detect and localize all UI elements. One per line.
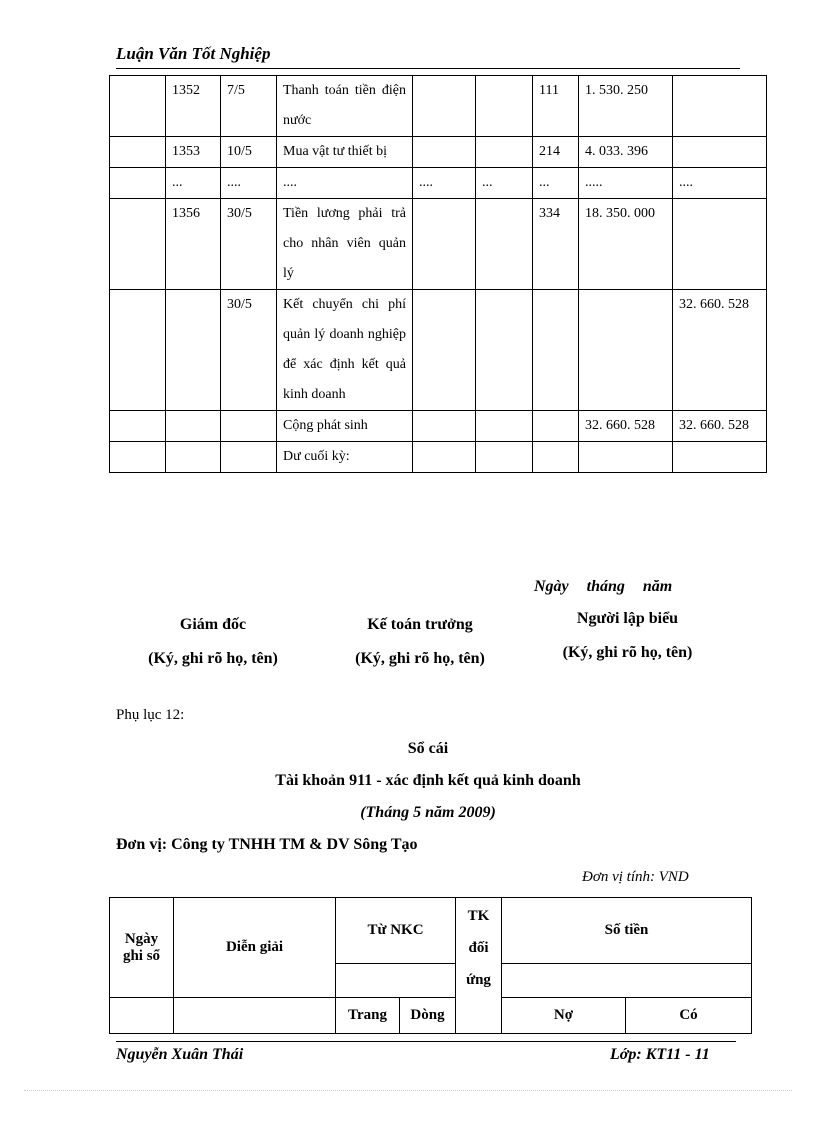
ledger-cell-c3: 30/5 (221, 290, 277, 411)
ledger-cell-c9 (673, 199, 767, 290)
page-bottom-divider (24, 1090, 792, 1091)
appendix-label: Phụ lục 12: (116, 707, 185, 723)
ledger-cell-c4: Kết chuyển chi phí quản lý doanh nghiệp để xác định kết quả kinh doanh (277, 290, 413, 411)
director-title: Giám đốc (179, 616, 247, 633)
ledger-row (110, 411, 767, 442)
ledger-cell-c4: Tiền lương phải trả cho nhân viên quản lý (277, 199, 413, 290)
ledger-cell-c7 (533, 442, 579, 473)
footer-author: Nguyễn Xuân Thái (116, 1046, 244, 1063)
footer-class: Lớp: KT11 - 11 (610, 1046, 710, 1063)
ledger-cell-c5: .... (413, 168, 476, 199)
ledger-cell-c2 (166, 411, 221, 442)
ledger-cell-c3: 10/5 (221, 137, 277, 168)
ledger-cell-c9 (673, 137, 767, 168)
signature-date-line: Ngày tháng năm (534, 578, 673, 595)
ledger-cell-c7: 111 (533, 76, 579, 137)
ledger-cell-c7: ... (533, 168, 579, 199)
director-note: (Ký, ghi rõ họ, tên) (148, 650, 278, 667)
ledger-table (109, 75, 767, 473)
header-nkc: Từ NKC (336, 898, 456, 964)
ledger-cell-c2: ... (166, 168, 221, 199)
header-debit: Nợ (502, 998, 626, 1034)
ledger-cell-c6: ... (476, 168, 533, 199)
ledger-cell-c1 (110, 76, 166, 137)
ledger-title: Sổ cái (407, 740, 449, 757)
ledger-cell-c5 (413, 411, 476, 442)
ledger-cell-c2 (166, 442, 221, 473)
ledger-cell-c2 (166, 290, 221, 411)
ledger-cell-c9: 32. 660. 528 (673, 411, 767, 442)
ledger-cell-c8 (579, 290, 673, 411)
ledger-cell-c4: Dư cuối kỳ: (277, 442, 413, 473)
desc-blank (174, 998, 336, 1034)
ledger-cell-c4: Thanh toán tiền điện nước (277, 76, 413, 137)
ledger-cell-c6 (476, 199, 533, 290)
ledger-cell-c3: 7/5 (221, 76, 277, 137)
ledger-cell-c9: 32. 660. 528 (673, 290, 767, 411)
ledger-cell-c5 (413, 199, 476, 290)
header-date: Ngày ghi sổ (110, 898, 174, 998)
ledger-row (110, 137, 767, 168)
ledger-cell-c2: 1353 (166, 137, 221, 168)
ledger-cell-c6 (476, 137, 533, 168)
ledger-cell-c8: 32. 660. 528 (579, 411, 673, 442)
ledger-cell-c8 (579, 442, 673, 473)
ledger-row (110, 290, 767, 411)
ledger-cell-c8: 4. 033. 396 (579, 137, 673, 168)
ledger-cell-c7: 214 (533, 137, 579, 168)
ledger-cell-c1 (110, 442, 166, 473)
ledger-period: (Tháng 5 năm 2009) (360, 804, 496, 821)
ledger-cell-c8: ..... (579, 168, 673, 199)
footer-rule (116, 1041, 736, 1042)
header-line: Dòng (400, 998, 456, 1034)
ledger-cell-c7 (533, 290, 579, 411)
header-rule (116, 68, 740, 69)
header-description: Diễn giải (174, 898, 336, 998)
ledger-cell-c4: Mua vật tư thiết bị (277, 137, 413, 168)
ledger-cell-c1 (110, 168, 166, 199)
header-page: Trang (336, 998, 400, 1034)
ledger-row (110, 442, 767, 473)
ledger-cell-c9: .... (673, 168, 767, 199)
ledger-subtitle: Tài khoản 911 - xác định kết quả kinh doanh (275, 772, 581, 789)
preparer-title: Người lập biểu (576, 610, 679, 627)
nkc-blank (336, 964, 456, 998)
ledger-cell-c5 (413, 76, 476, 137)
ledger-cell-c3 (221, 442, 277, 473)
ledger-cell-c4: .... (277, 168, 413, 199)
ledger-cell-c5 (413, 290, 476, 411)
general-ledger-header-table (109, 897, 752, 1034)
ledger-cell-c1 (110, 199, 166, 290)
unit-organization: Đơn vị: Công ty TNHH TM & DV Sông Tạo (116, 836, 418, 853)
ledger-cell-c7: 334 (533, 199, 579, 290)
page-header-title: Luận Văn Tốt Nghiệp (116, 44, 271, 63)
ledger-cell-c3 (221, 411, 277, 442)
header-tk: TK đối ứng (456, 898, 502, 1034)
ledger-cell-c6 (476, 442, 533, 473)
chief-accountant-note: (Ký, ghi rõ họ, tên) (355, 650, 485, 667)
ledger-cell-c3: .... (221, 168, 277, 199)
ledger-cell-c3: 30/5 (221, 199, 277, 290)
preparer-note: (Ký, ghi rõ họ, tên) (562, 644, 693, 661)
ledger-cell-c6 (476, 76, 533, 137)
currency-unit: Đơn vị tính: VND (582, 869, 689, 885)
ledger-cell-c5 (413, 137, 476, 168)
ledger-cell-c6 (476, 290, 533, 411)
ledger-cell-c8: 1. 530. 250 (579, 76, 673, 137)
ledger-cell-c1 (110, 137, 166, 168)
ledger-cell-c1 (110, 411, 166, 442)
ledger-row (110, 76, 767, 137)
ledger-cell-c7 (533, 411, 579, 442)
header-credit: Có (626, 998, 752, 1034)
amount-blank (502, 964, 752, 998)
ledger-cell-c2: 1356 (166, 199, 221, 290)
ledger-cell-c1 (110, 290, 166, 411)
ledger-row (110, 199, 767, 290)
date-blank (110, 998, 174, 1034)
ledger-row (110, 168, 767, 199)
ledger-cell-c8: 18. 350. 000 (579, 199, 673, 290)
chief-accountant-title: Kế toán trưởng (367, 616, 473, 633)
ledger-cell-c9 (673, 76, 767, 137)
ledger-cell-c6 (476, 411, 533, 442)
ledger-cell-c2: 1352 (166, 76, 221, 137)
ledger-cell-c9 (673, 442, 767, 473)
ledger-cell-c4: Cộng phát sinh (277, 411, 413, 442)
ledger-body (110, 76, 767, 473)
header-amount: Số tiền (502, 898, 752, 964)
ledger-cell-c5 (413, 442, 476, 473)
